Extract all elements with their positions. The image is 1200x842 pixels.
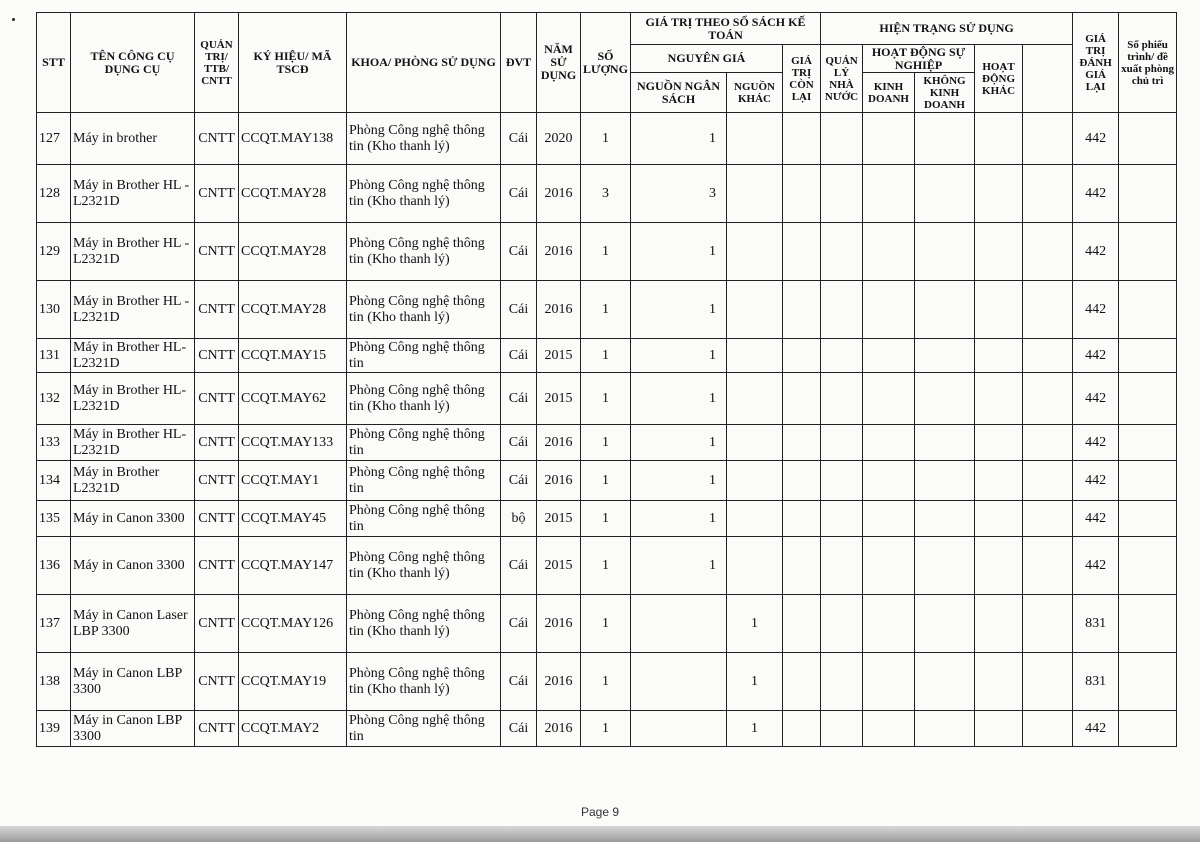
row-tool-name: Máy in Brother HL-L2321D <box>71 339 195 373</box>
row-revaluation <box>1023 595 1073 653</box>
header-ten-cong-cu: TÊN CÔNG CỤ DỤNG CỤ <box>71 13 195 113</box>
row-business <box>863 501 915 537</box>
row-management: CNTT <box>195 501 239 537</box>
row-department: Phòng Công nghệ thông tin <box>347 711 501 747</box>
row-tool-name: Máy in Canon 3300 <box>71 537 195 595</box>
row-state-budget: 1 <box>631 501 727 537</box>
row-year: 2015 <box>537 501 581 537</box>
row-quantity: 1 <box>581 281 631 339</box>
row-state-budget: 1 <box>631 537 727 595</box>
row-unit: Cái <box>501 339 537 373</box>
row-business <box>863 339 915 373</box>
row-year: 2016 <box>537 595 581 653</box>
row-remaining-value <box>783 537 821 595</box>
row-management: CNTT <box>195 595 239 653</box>
table-row <box>37 461 1177 501</box>
table-row <box>37 373 1177 425</box>
row-business <box>863 653 915 711</box>
row-remaining-value <box>783 461 821 501</box>
row-department: Phòng Công nghệ thông tin (Kho thanh lý) <box>347 165 501 223</box>
row-note <box>1119 425 1177 461</box>
row-state-management <box>821 461 863 501</box>
row-stt: 138 <box>37 653 71 711</box>
row-business <box>863 281 915 339</box>
row-year: 2016 <box>537 461 581 501</box>
header-khong-kinh-doanh: KHÔNG KINH DOANH <box>915 73 975 113</box>
header-nguyen-gia: NGUYÊN GIÁ <box>631 45 783 73</box>
row-proposal-number: 442 <box>1073 501 1119 537</box>
row-other-activity <box>975 165 1023 223</box>
row-non-business <box>915 653 975 711</box>
asset-table <box>36 12 1177 747</box>
row-quantity: 1 <box>581 653 631 711</box>
row-state-budget <box>631 711 727 747</box>
row-stt: 130 <box>37 281 71 339</box>
row-asset-code: CCQT.MAY28 <box>239 165 347 223</box>
row-revaluation <box>1023 373 1073 425</box>
row-note <box>1119 711 1177 747</box>
table-row <box>37 595 1177 653</box>
row-other-source <box>727 281 783 339</box>
row-unit: Cái <box>501 223 537 281</box>
row-unit: Cái <box>501 165 537 223</box>
row-non-business <box>915 281 975 339</box>
row-business <box>863 425 915 461</box>
row-non-business <box>915 373 975 425</box>
row-department: Phòng Công nghệ thông tin <box>347 425 501 461</box>
row-note <box>1119 653 1177 711</box>
row-proposal-number: 831 <box>1073 595 1119 653</box>
row-unit: Cái <box>501 537 537 595</box>
row-management: CNTT <box>195 281 239 339</box>
header-so-luong: SỐ LƯỢNG <box>581 13 631 113</box>
row-non-business <box>915 461 975 501</box>
row-quantity: 1 <box>581 711 631 747</box>
row-unit: Cái <box>501 711 537 747</box>
row-revaluation <box>1023 165 1073 223</box>
row-year: 2016 <box>537 281 581 339</box>
row-stt: 137 <box>37 595 71 653</box>
scan-edge-shadow <box>0 826 1200 842</box>
table-row <box>37 537 1177 595</box>
row-stt: 132 <box>37 373 71 425</box>
row-state-budget: 1 <box>631 461 727 501</box>
row-state-budget: 1 <box>631 339 727 373</box>
row-remaining-value <box>783 373 821 425</box>
row-state-budget <box>631 653 727 711</box>
row-other-activity <box>975 373 1023 425</box>
row-remaining-value <box>783 165 821 223</box>
row-quantity: 1 <box>581 113 631 165</box>
row-remaining-value <box>783 653 821 711</box>
row-state-budget <box>631 595 727 653</box>
row-business <box>863 373 915 425</box>
row-other-activity <box>975 653 1023 711</box>
header-gia-tri-so-sach: GIÁ TRỊ THEO SỔ SÁCH KẾ TOÁN <box>631 13 821 45</box>
row-state-management <box>821 653 863 711</box>
row-other-activity <box>975 339 1023 373</box>
row-remaining-value <box>783 711 821 747</box>
scan-speck <box>12 18 15 21</box>
row-tool-name: Máy in Brother HL-L2321D <box>71 373 195 425</box>
row-year: 2016 <box>537 711 581 747</box>
table-row <box>37 425 1177 461</box>
row-department: Phòng Công nghệ thông tin (Kho thanh lý) <box>347 537 501 595</box>
row-remaining-value <box>783 223 821 281</box>
row-revaluation <box>1023 501 1073 537</box>
row-stt: 134 <box>37 461 71 501</box>
row-state-budget: 1 <box>631 373 727 425</box>
row-state-budget: 3 <box>631 165 727 223</box>
row-management: CNTT <box>195 653 239 711</box>
row-quantity: 1 <box>581 373 631 425</box>
row-proposal-number: 442 <box>1073 373 1119 425</box>
row-year: 2015 <box>537 373 581 425</box>
header-dvt: ĐVT <box>501 13 537 113</box>
row-other-source <box>727 373 783 425</box>
row-management: CNTT <box>195 537 239 595</box>
row-proposal-number: 442 <box>1073 113 1119 165</box>
row-department: Phòng Công nghệ thông tin (Kho thanh lý) <box>347 113 501 165</box>
header-ky-hieu: KÝ HIỆU/ MÃ TSCĐ <box>239 13 347 113</box>
row-department: Phòng Công nghệ thông tin (Kho thanh lý) <box>347 595 501 653</box>
row-unit: Cái <box>501 281 537 339</box>
row-stt: 129 <box>37 223 71 281</box>
header-quan-ly-nha-nuoc: QUẢN LÝ NHÀ NƯỚC <box>821 45 863 113</box>
row-management: CNTT <box>195 425 239 461</box>
row-quantity: 1 <box>581 425 631 461</box>
table-row <box>37 339 1177 373</box>
row-other-source <box>727 339 783 373</box>
row-note <box>1119 165 1177 223</box>
table-row <box>37 281 1177 339</box>
row-asset-code: CCQT.MAY19 <box>239 653 347 711</box>
row-state-budget: 1 <box>631 281 727 339</box>
row-state-management <box>821 223 863 281</box>
row-asset-code: CCQT.MAY45 <box>239 501 347 537</box>
row-business <box>863 461 915 501</box>
row-state-management <box>821 339 863 373</box>
header-nguon-ngan-sach: NGUỒN NGÂN SÁCH <box>631 73 727 113</box>
header-so-phieu: Số phiếu trình/ đề xuất phòng chủ trì <box>1119 13 1177 113</box>
header-gia-tri-con-lai: GIÁ TRỊ CÒN LẠI <box>783 45 821 113</box>
row-tool-name: Máy in Canon LBP 3300 <box>71 711 195 747</box>
row-stt: 139 <box>37 711 71 747</box>
row-proposal-number: 831 <box>1073 653 1119 711</box>
table-row <box>37 711 1177 747</box>
row-other-source <box>727 113 783 165</box>
row-non-business <box>915 595 975 653</box>
row-revaluation <box>1023 281 1073 339</box>
row-tool-name: Máy in Canon Laser LBP 3300 <box>71 595 195 653</box>
row-tool-name: Máy in Brother L2321D <box>71 461 195 501</box>
row-other-activity <box>975 501 1023 537</box>
row-proposal-number: 442 <box>1073 281 1119 339</box>
row-other-source <box>727 537 783 595</box>
row-unit: Cái <box>501 461 537 501</box>
row-unit: Cái <box>501 113 537 165</box>
row-management: CNTT <box>195 165 239 223</box>
row-tool-name: Máy in Canon LBP 3300 <box>71 653 195 711</box>
row-other-activity <box>975 537 1023 595</box>
row-tool-name: Máy in Brother HL - L2321D <box>71 281 195 339</box>
row-other-source <box>727 461 783 501</box>
row-department: Phòng Công nghệ thông tin (Kho thanh lý) <box>347 223 501 281</box>
row-remaining-value <box>783 339 821 373</box>
header-hoat-dong-khac: HOẠT ĐỘNG KHÁC <box>975 45 1023 113</box>
row-tool-name: Máy in Brother HL - L2321D <box>71 223 195 281</box>
row-department: Phòng Công nghệ thông tin <box>347 501 501 537</box>
row-quantity: 3 <box>581 165 631 223</box>
row-department: Phòng Công nghệ thông tin <box>347 339 501 373</box>
row-year: 2016 <box>537 653 581 711</box>
row-management: CNTT <box>195 461 239 501</box>
row-other-activity <box>975 113 1023 165</box>
row-state-budget: 1 <box>631 223 727 281</box>
row-revaluation <box>1023 653 1073 711</box>
page-number: Page 9 <box>580 805 620 819</box>
row-business <box>863 165 915 223</box>
header-gia-tri-danh-gia-lai: GIÁ TRỊ ĐÁNH GIÁ LẠI <box>1073 13 1119 113</box>
row-year: 2016 <box>537 165 581 223</box>
row-business <box>863 223 915 281</box>
row-state-management <box>821 281 863 339</box>
row-proposal-number: 442 <box>1073 461 1119 501</box>
row-proposal-number: 442 <box>1073 165 1119 223</box>
row-stt: 128 <box>37 165 71 223</box>
row-other-source: 1 <box>727 653 783 711</box>
row-asset-code: CCQT.MAY138 <box>239 113 347 165</box>
row-other-source <box>727 501 783 537</box>
header-nam-su-dung: NĂM SỬ DỤNG <box>537 13 581 113</box>
header-kinh-doanh: KINH DOANH <box>863 73 915 113</box>
row-management: CNTT <box>195 223 239 281</box>
header-hien-trang: HIỆN TRẠNG SỬ DỤNG <box>821 13 1073 45</box>
row-revaluation <box>1023 461 1073 501</box>
row-asset-code: CCQT.MAY126 <box>239 595 347 653</box>
row-state-management <box>821 595 863 653</box>
row-asset-code: CCQT.MAY147 <box>239 537 347 595</box>
row-state-budget: 1 <box>631 113 727 165</box>
row-asset-code: CCQT.MAY62 <box>239 373 347 425</box>
row-state-budget: 1 <box>631 425 727 461</box>
row-state-management <box>821 113 863 165</box>
row-non-business <box>915 501 975 537</box>
row-unit: Cái <box>501 653 537 711</box>
row-note <box>1119 373 1177 425</box>
row-state-management <box>821 165 863 223</box>
row-year: 2020 <box>537 113 581 165</box>
row-state-management <box>821 711 863 747</box>
row-business <box>863 537 915 595</box>
row-other-source: 1 <box>727 711 783 747</box>
row-revaluation <box>1023 425 1073 461</box>
table-body <box>37 113 1177 747</box>
row-proposal-number: 442 <box>1073 425 1119 461</box>
row-other-activity <box>975 461 1023 501</box>
row-quantity: 1 <box>581 595 631 653</box>
row-year: 2015 <box>537 537 581 595</box>
header-nguon-khac: NGUỒN KHÁC <box>727 73 783 113</box>
row-asset-code: CCQT.MAY28 <box>239 223 347 281</box>
table-row <box>37 653 1177 711</box>
row-note <box>1119 223 1177 281</box>
row-year: 2016 <box>537 425 581 461</box>
row-note <box>1119 281 1177 339</box>
row-non-business <box>915 425 975 461</box>
row-department: Phòng Công nghệ thông tin (Kho thanh lý) <box>347 281 501 339</box>
row-proposal-number: 442 <box>1073 223 1119 281</box>
row-quantity: 1 <box>581 461 631 501</box>
row-revaluation <box>1023 113 1073 165</box>
header-khoa-phong: KHOA/ PHÒNG SỬ DỤNG <box>347 13 501 113</box>
row-quantity: 1 <box>581 339 631 373</box>
row-business <box>863 113 915 165</box>
row-management: CNTT <box>195 339 239 373</box>
row-stt: 135 <box>37 501 71 537</box>
row-state-management <box>821 537 863 595</box>
row-asset-code: CCQT.MAY1 <box>239 461 347 501</box>
row-revaluation <box>1023 537 1073 595</box>
row-management: CNTT <box>195 711 239 747</box>
row-asset-code: CCQT.MAY2 <box>239 711 347 747</box>
row-quantity: 1 <box>581 537 631 595</box>
row-business <box>863 595 915 653</box>
row-state-management <box>821 425 863 461</box>
row-revaluation <box>1023 711 1073 747</box>
row-department: Phòng Công nghệ thông tin <box>347 461 501 501</box>
row-year: 2015 <box>537 339 581 373</box>
row-note <box>1119 501 1177 537</box>
row-note <box>1119 113 1177 165</box>
row-unit: Cái <box>501 595 537 653</box>
row-stt: 136 <box>37 537 71 595</box>
row-non-business <box>915 339 975 373</box>
row-other-activity <box>975 425 1023 461</box>
row-year: 2016 <box>537 223 581 281</box>
row-revaluation <box>1023 339 1073 373</box>
header-hoat-dong-su-nghiep: HOẠT ĐỘNG SỰ NGHIỆP <box>863 45 975 73</box>
row-proposal-number: 442 <box>1073 537 1119 595</box>
row-proposal-number: 442 <box>1073 339 1119 373</box>
row-tool-name: Máy in brother <box>71 113 195 165</box>
table-row <box>37 165 1177 223</box>
row-department: Phòng Công nghệ thông tin (Kho thanh lý) <box>347 373 501 425</box>
row-non-business <box>915 113 975 165</box>
row-note <box>1119 595 1177 653</box>
row-note <box>1119 461 1177 501</box>
row-department: Phòng Công nghệ thông tin (Kho thanh lý) <box>347 653 501 711</box>
row-tool-name: Máy in Brother HL - L2321D <box>71 165 195 223</box>
row-remaining-value <box>783 281 821 339</box>
row-quantity: 1 <box>581 223 631 281</box>
header-quan-tri: QUẢN TRỊ/ TTB/ CNTT <box>195 13 239 113</box>
row-other-source <box>727 165 783 223</box>
row-stt: 133 <box>37 425 71 461</box>
row-asset-code: CCQT.MAY133 <box>239 425 347 461</box>
row-other-activity <box>975 223 1023 281</box>
row-revaluation <box>1023 223 1073 281</box>
row-non-business <box>915 537 975 595</box>
row-other-source <box>727 425 783 461</box>
row-business <box>863 711 915 747</box>
table-row <box>37 501 1177 537</box>
row-asset-code: CCQT.MAY15 <box>239 339 347 373</box>
row-other-activity <box>975 281 1023 339</box>
row-state-management <box>821 373 863 425</box>
row-proposal-number: 442 <box>1073 711 1119 747</box>
row-note <box>1119 537 1177 595</box>
row-non-business <box>915 711 975 747</box>
row-tool-name: Máy in Canon 3300 <box>71 501 195 537</box>
row-state-management <box>821 501 863 537</box>
row-non-business <box>915 223 975 281</box>
row-remaining-value <box>783 595 821 653</box>
row-stt: 127 <box>37 113 71 165</box>
row-unit: bộ <box>501 501 537 537</box>
row-tool-name: Máy in Brother HL-L2321D <box>71 425 195 461</box>
row-other-source: 1 <box>727 595 783 653</box>
row-asset-code: CCQT.MAY28 <box>239 281 347 339</box>
table-header <box>37 13 1177 113</box>
row-unit: Cái <box>501 373 537 425</box>
row-remaining-value <box>783 501 821 537</box>
row-quantity: 1 <box>581 501 631 537</box>
table-row <box>37 223 1177 281</box>
row-remaining-value <box>783 113 821 165</box>
row-note <box>1119 339 1177 373</box>
row-remaining-value <box>783 425 821 461</box>
row-other-source <box>727 223 783 281</box>
row-stt: 131 <box>37 339 71 373</box>
row-other-activity <box>975 595 1023 653</box>
row-unit: Cái <box>501 425 537 461</box>
row-non-business <box>915 165 975 223</box>
header-stt: STT <box>37 13 71 113</box>
row-management: CNTT <box>195 113 239 165</box>
table-row <box>37 113 1177 165</box>
row-other-activity <box>975 711 1023 747</box>
row-management: CNTT <box>195 373 239 425</box>
